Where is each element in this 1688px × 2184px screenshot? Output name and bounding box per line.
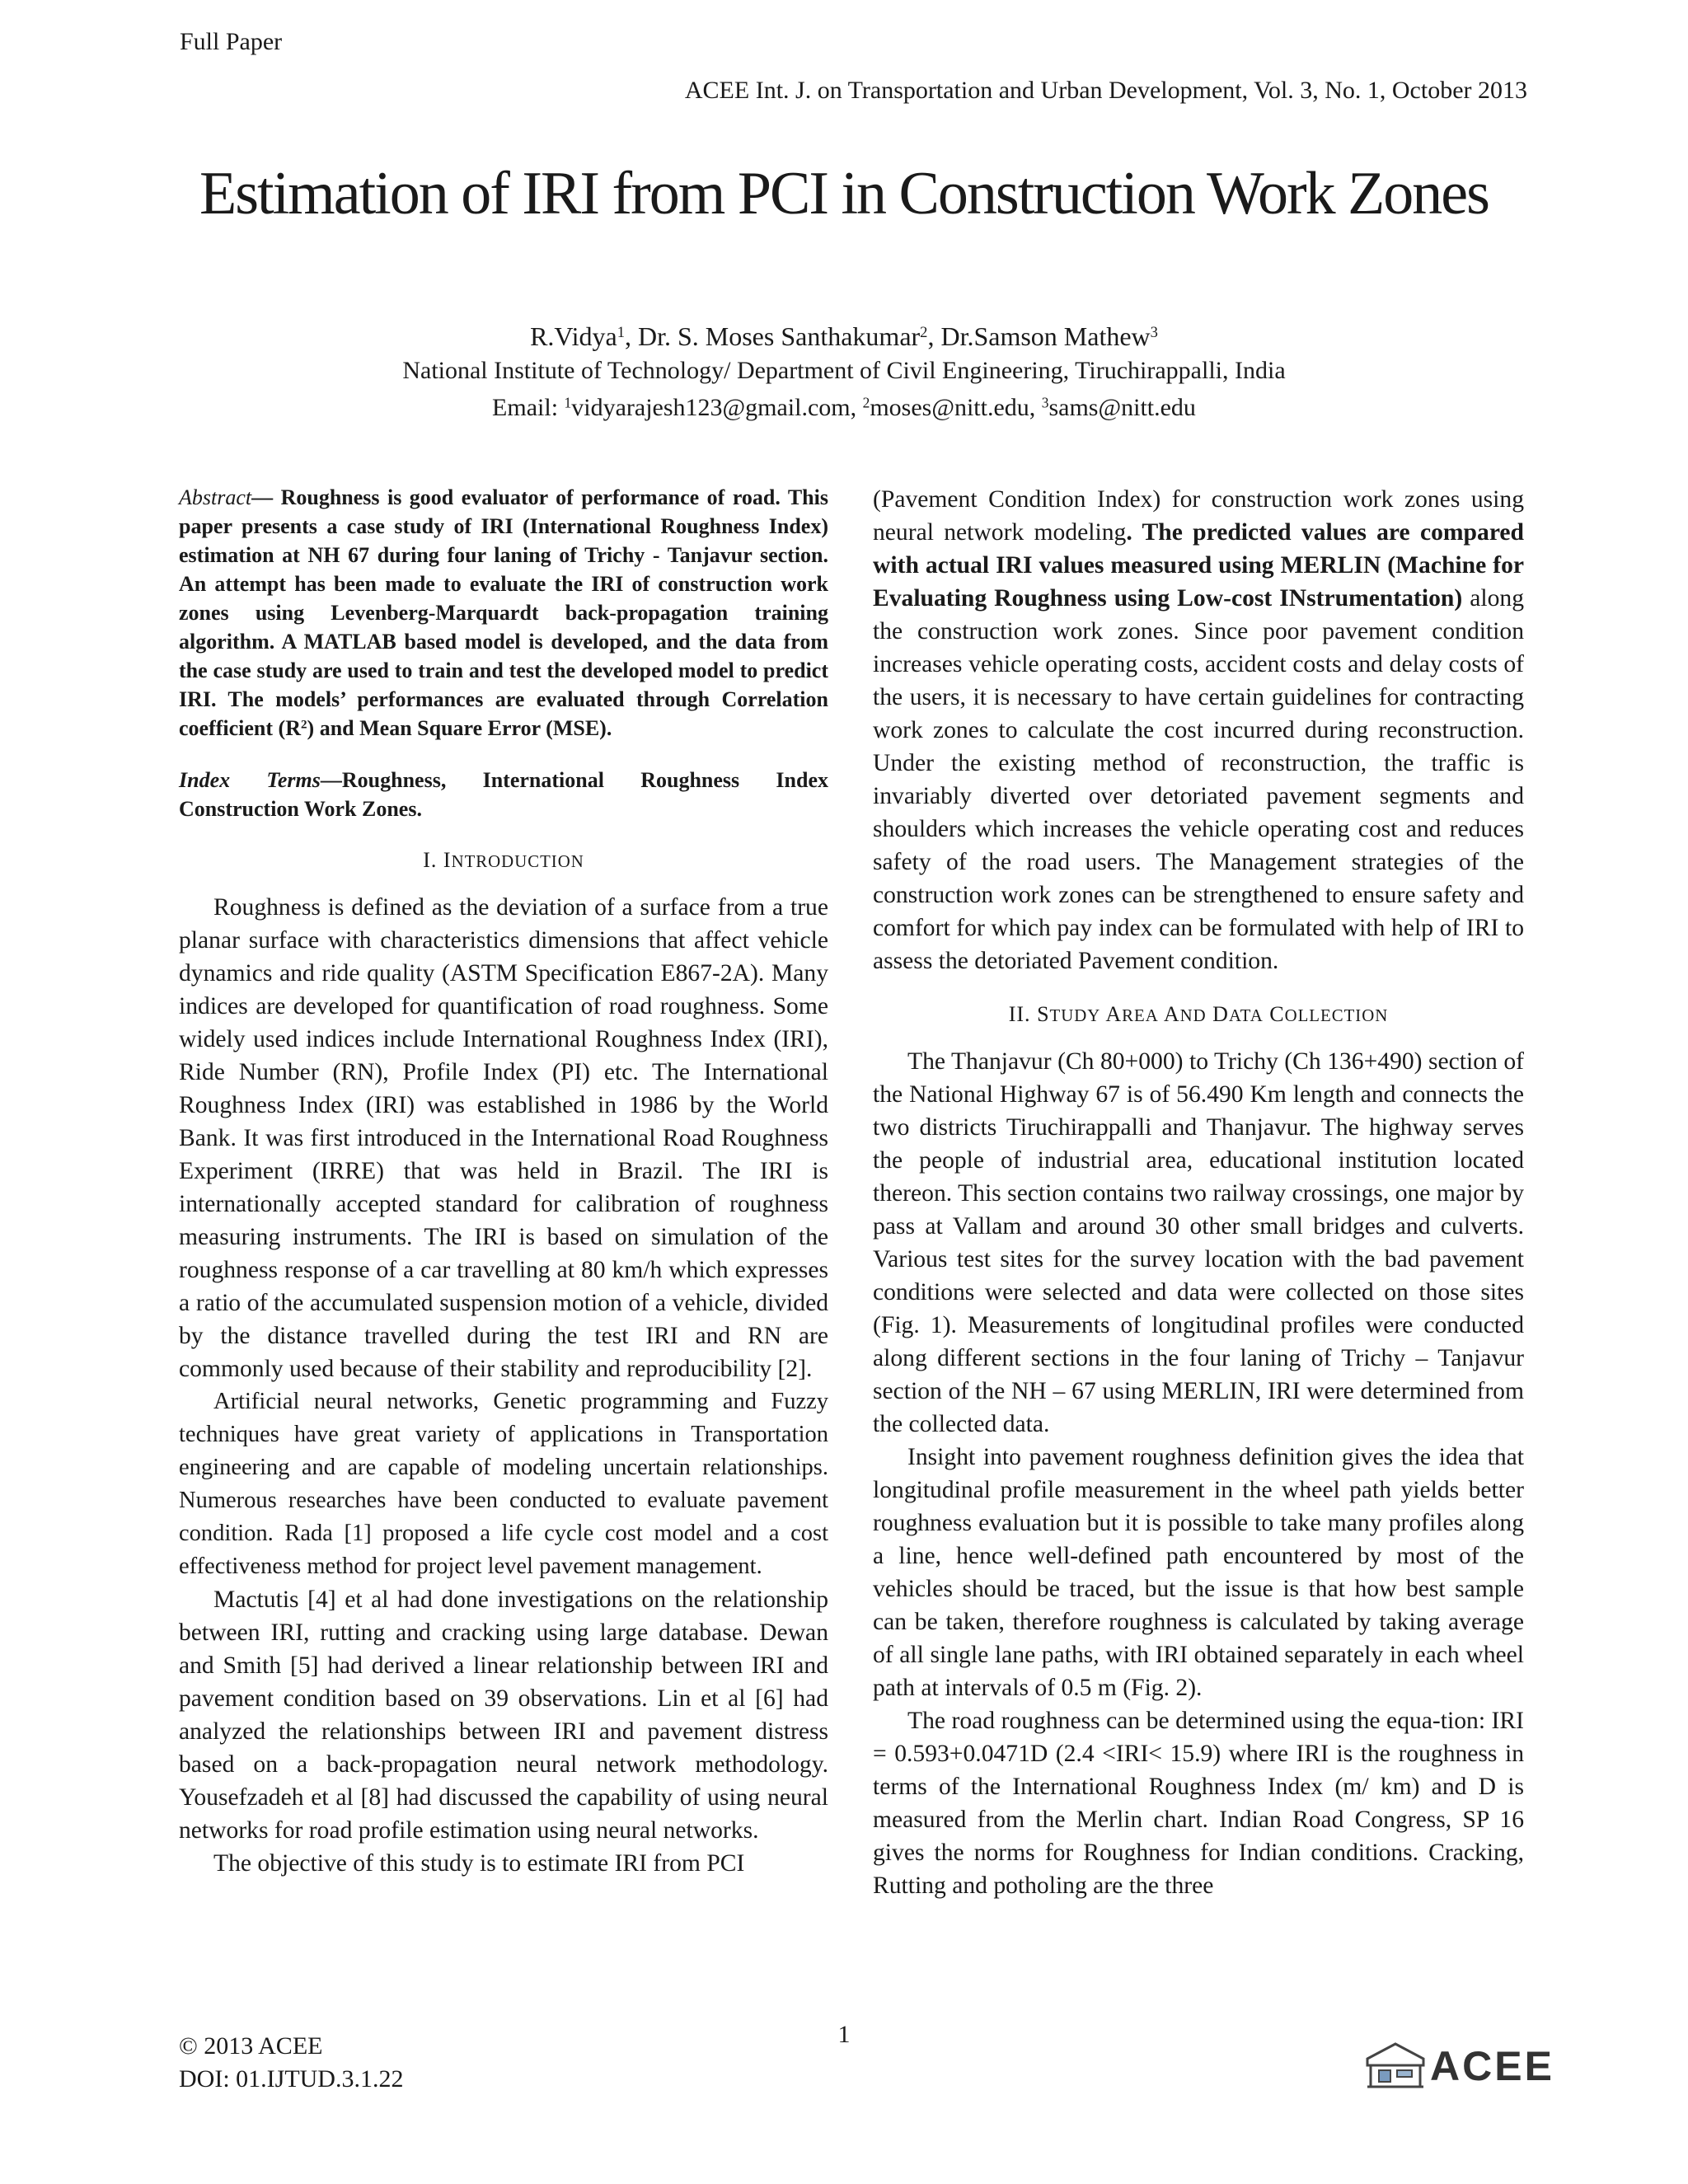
right-column: [873, 483, 1524, 1902]
email-line: [165, 394, 1523, 422]
section-heading-introduction: I. INTRODUCTION: [423, 848, 584, 872]
merlin-expansion: Machine for Evaluating Roughness using Low-cost INstrumentation): [873, 552, 1524, 612]
email-link[interactable]: moses@nitt.edu,: [870, 394, 1036, 421]
affiliation: National Institute of Technology/ Department of Civil Engineering, Tiruchirappalli, India: [402, 357, 1286, 384]
paragraph: Insight into pavement roughness definition gives the idea that longitudinal profile measurement in the wheel path yields better roughness evaluation but it is possible to take many profiles along a line, hence well-defined path encountered by most of the vehicles should be traced, but the issue is that how best sample can be taken, therefore roughness is calculated by taking average of all single lane paths, with IRI obtained separately in each wheel path at intervals of 0.5 m (Fig. 2).: [873, 1444, 1524, 1701]
section-heading-study-area: II. STUDY AREA AND DATA COLLECTION: [1008, 1002, 1389, 1026]
email-link[interactable]: sams@nitt.edu: [1048, 394, 1196, 421]
acee-logo: [1364, 2041, 1554, 2090]
doi: DOI: 01.IJTUD.3.1.22: [179, 2065, 404, 2093]
abstract-superscript: 2: [300, 718, 307, 732]
email-link[interactable]: vidyarajesh123@gmail.com,: [571, 394, 857, 421]
email-label: Email:: [492, 394, 559, 421]
paragraph: The objective of this study is to estimate IRI from PCI: [213, 1850, 745, 1877]
copyright: © 2013 ACEE: [179, 2032, 323, 2060]
paragraph: Artificial neural networks, Genetic programming and Fuzzy techniques have great variety of applications in Transportation engineering and are capable of modeling uncertain relationships. Numerous researches have been conducted to evaluate pavement condition. Rada [1] proposed a life cycle cost model and a cost effectiveness method for project level pavement management.: [179, 1389, 828, 1579]
index-terms-body: —Roughness, International Roughness Index Construction Work Zones.: [179, 768, 828, 821]
index-terms-label: Index Terms: [179, 768, 321, 792]
acee-logo-wordmark: ACEE: [1430, 2043, 1554, 2089]
paragraph: The Thanjavur (Ch 80+000) to Trichy (Ch 136+490) section of the National Highway 67 is of 56.490 Km length and connects the two districts Tiruchirappalli and Thanjavur. The highway serves the people of industrial area, educational institution located thereon. This section contains two railway crossings, one major by pass at Vallam and around 30 other small bridges and culverts. Various test sites for the survey location with the bad pavement conditions were selected and data were collected on those sites (Fig. 1). Measurements of longitudinal profiles were conducted along different sections in the four laning of Trichy – Tanjavur section of the NH – 67 using MERLIN, IRI were determined from the collected data.: [873, 1048, 1524, 1437]
running-head: Full Paper: [180, 28, 283, 55]
author-list: R.Vidya$^1$, Dr. S. Moses Santhakumar$^2$, Dr.Samson Mathew$^3$: [530, 321, 1158, 351]
email-mark: 2: [862, 394, 870, 411]
abstract-body-end: ) and Mean Square Error (MSE).: [307, 716, 612, 740]
page-number: 1: [837, 2021, 851, 2048]
email-mark: 3: [1041, 394, 1049, 411]
paper-title: Estimation of IRI from PCI in Construction Work Zones: [199, 160, 1489, 227]
acee-logo-mark-icon: [1364, 2041, 1427, 2090]
footer-left: [179, 2030, 403, 2096]
index-terms: [179, 766, 828, 823]
abstract: [179, 483, 828, 743]
paragraph: The road roughness can be determined using the equa-tion: IRI = 0.593+0.0471D (2.4 <IRI< 15.9) where IRI is the roughness in terms of the International Roughness Index (m/ km) and D is measured from the Merlin chart. Indian Road Congress, SP 16 gives the norms for Roughness for Indian conditions. Cracking, Rutting and potholing are the three: [873, 1708, 1524, 1899]
author-name: Dr. S. Moses Santhakumar: [637, 321, 921, 351]
email-mark: 1: [564, 394, 572, 411]
paragraph: Mactutis [4] et al had done investigations on the relationship between IRI, rutting and cracking using large database. Dewan and Smith [5] had derived a linear relationship between IRI and pavement condition based on 39 observations. Lin et al [6] had analyzed the relationships between IRI and pavement distress based on a back-propagation neural network methodology. Yousefzadeh et al [8] had discussed the capability of using neural networks for road profile estimation using neural networks.: [179, 1586, 828, 1844]
paragraph: Roughness is defined as the deviation of a surface from a true planar surface with characteristics dimensions that affect vehicle dynamics and ride quality (ASTM Specification E867-2A). Many indices are developed for quantification of road roughness. Some widely used indices include International Roughness Index (IRI), Ride Number (RN), Profile Index (PI) etc. The International Roughness Index (IRI) was established in 1986 by the World Bank. It was first introduced in the International Road Roughness Experiment (IRRE) that was held in Brazil. The IRI is internationally accepted standard for calibration of roughness measuring instruments. The IRI is based on simulation of the roughness response of a car travelling at 80 km/h which expresses a ratio of the accumulated suspension motion of a vehicle, divided by the distance travelled during the test IRI and RN are commonly used because of their stability and reproducibility [2].: [179, 894, 828, 1382]
author-mark: 1: [617, 323, 625, 341]
left-column: [179, 483, 828, 1880]
paragraph-continuation: (Pavement Condition Index) for construction work zones using neural network modeling. The predicted values are compared with actual IRI values measured using MERLIN (Machine for Evaluating Roughness using Low-cost INstrumentation) along the construction work zones. Since poor pavement condition increases vehicle operating costs, accident costs and delay costs of the users, it is necessary to have certain guidelines for contracting work zones to calculate the cost incurred during reconstruction. Under the existing method of reconstruction, the traffic is invariably diverted over detoriated pavement segments and shoulders which increases the vehicle operating cost and reduces safety of the road users. The Management strategies of the construction work zones can be strengthened to ensure safety and comfort for which pay index can be formulated with help of IRI to assess the detoriated Pavement condition.: [873, 486, 1525, 974]
author-name: Dr.Samson Mathew: [940, 321, 1151, 351]
abstract-label: Abstract: [179, 485, 252, 509]
journal-reference: ACEE Int. J. on Transportation and Urban Development, Vol. 3, No. 1, October 2013: [684, 77, 1527, 104]
author-name: R.Vidya: [530, 321, 617, 351]
author-mark: 2: [920, 323, 928, 341]
abstract-body: — Roughness is good evaluator of performance of road. This paper presents a case study of IRI (International Roughness Index) estimation at NH 67 during four laning of Trichy - Tanjavur section. An attempt has been made to evaluate the IRI of construction work zones using Levenberg-Marquardt back-propagation training algorithm. A MATLAB based model is developed, and the data from the case study are used to train and test the developed model to predict IRI. The models’ performances are evaluated through Correlation coefficient (R: [179, 485, 828, 740]
author-mark: 3: [1150, 323, 1158, 341]
